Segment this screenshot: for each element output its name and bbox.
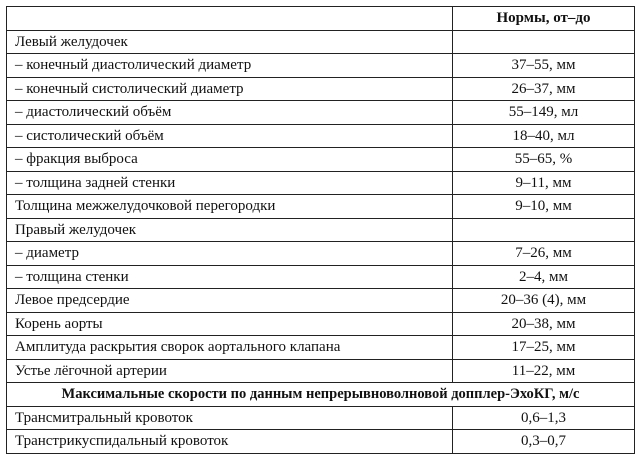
- table-row: [7, 265, 635, 289]
- table-row: [7, 30, 635, 54]
- row-value: 20–36 (4), мм: [453, 289, 635, 313]
- header-norms-cell: Нормы, от–до: [453, 7, 635, 31]
- table-row: [7, 148, 635, 172]
- row-value: 0,3–0,7: [453, 430, 635, 454]
- table-header-row: [7, 7, 635, 31]
- row-value: 9–11, мм: [453, 171, 635, 195]
- row-label: – диаметр: [7, 242, 453, 266]
- row-label: Транстрикуспидальный кровоток: [7, 430, 453, 454]
- table-row: [7, 359, 635, 383]
- row-value: 7–26, мм: [453, 242, 635, 266]
- norms-table-container: [6, 6, 634, 454]
- row-value: 2–4, мм: [453, 265, 635, 289]
- row-label: Левое предсердие: [7, 289, 453, 313]
- row-label: Амплитуда раскрытия сворок аортального клапана: [7, 336, 453, 360]
- table-row: [7, 171, 635, 195]
- table-row: [7, 218, 635, 242]
- doppler-heading-row: [7, 383, 635, 407]
- row-value: 26–37, мм: [453, 77, 635, 101]
- row-value: 20–38, мм: [453, 312, 635, 336]
- row-value: [453, 218, 635, 242]
- row-value: 17–25, мм: [453, 336, 635, 360]
- row-value: 9–10, мм: [453, 195, 635, 219]
- table-row: [7, 312, 635, 336]
- echo-norms-table: [6, 6, 635, 454]
- row-value: 55–149, мл: [453, 101, 635, 125]
- table-row: [7, 124, 635, 148]
- row-label: – фракция выброса: [7, 148, 453, 172]
- header-param-cell: [7, 7, 453, 31]
- row-value: 18–40, мл: [453, 124, 635, 148]
- row-label: Трансмитральный кровоток: [7, 406, 453, 430]
- row-label: – конечный диастолический диаметр: [7, 54, 453, 78]
- table-row: [7, 336, 635, 360]
- row-label: Правый желудочек: [7, 218, 453, 242]
- table-row: [7, 242, 635, 266]
- row-label: – толщина стенки: [7, 265, 453, 289]
- row-value: [453, 30, 635, 54]
- row-label: Толщина межжелудочковой перегородки: [7, 195, 453, 219]
- table-row: [7, 406, 635, 430]
- row-value: 0,6–1,3: [453, 406, 635, 430]
- row-label: Устье лёгочной артерии: [7, 359, 453, 383]
- row-label: Корень аорты: [7, 312, 453, 336]
- table-row: [7, 54, 635, 78]
- row-value: 11–22, мм: [453, 359, 635, 383]
- table-row: [7, 289, 635, 313]
- table-row: [7, 77, 635, 101]
- row-label: Левый желудочек: [7, 30, 453, 54]
- row-label: – конечный систолический диаметр: [7, 77, 453, 101]
- row-value: 37–55, мм: [453, 54, 635, 78]
- row-label: – систолический объём: [7, 124, 453, 148]
- row-value: 55–65, %: [453, 148, 635, 172]
- table-row: [7, 430, 635, 454]
- table-row: [7, 195, 635, 219]
- row-label: – диастолический объём: [7, 101, 453, 125]
- row-label: – толщина задней стенки: [7, 171, 453, 195]
- table-row: [7, 101, 635, 125]
- doppler-heading: Максимальные скорости по данным непрерывноволновой допплер-ЭхоКГ, м/с: [7, 383, 635, 407]
